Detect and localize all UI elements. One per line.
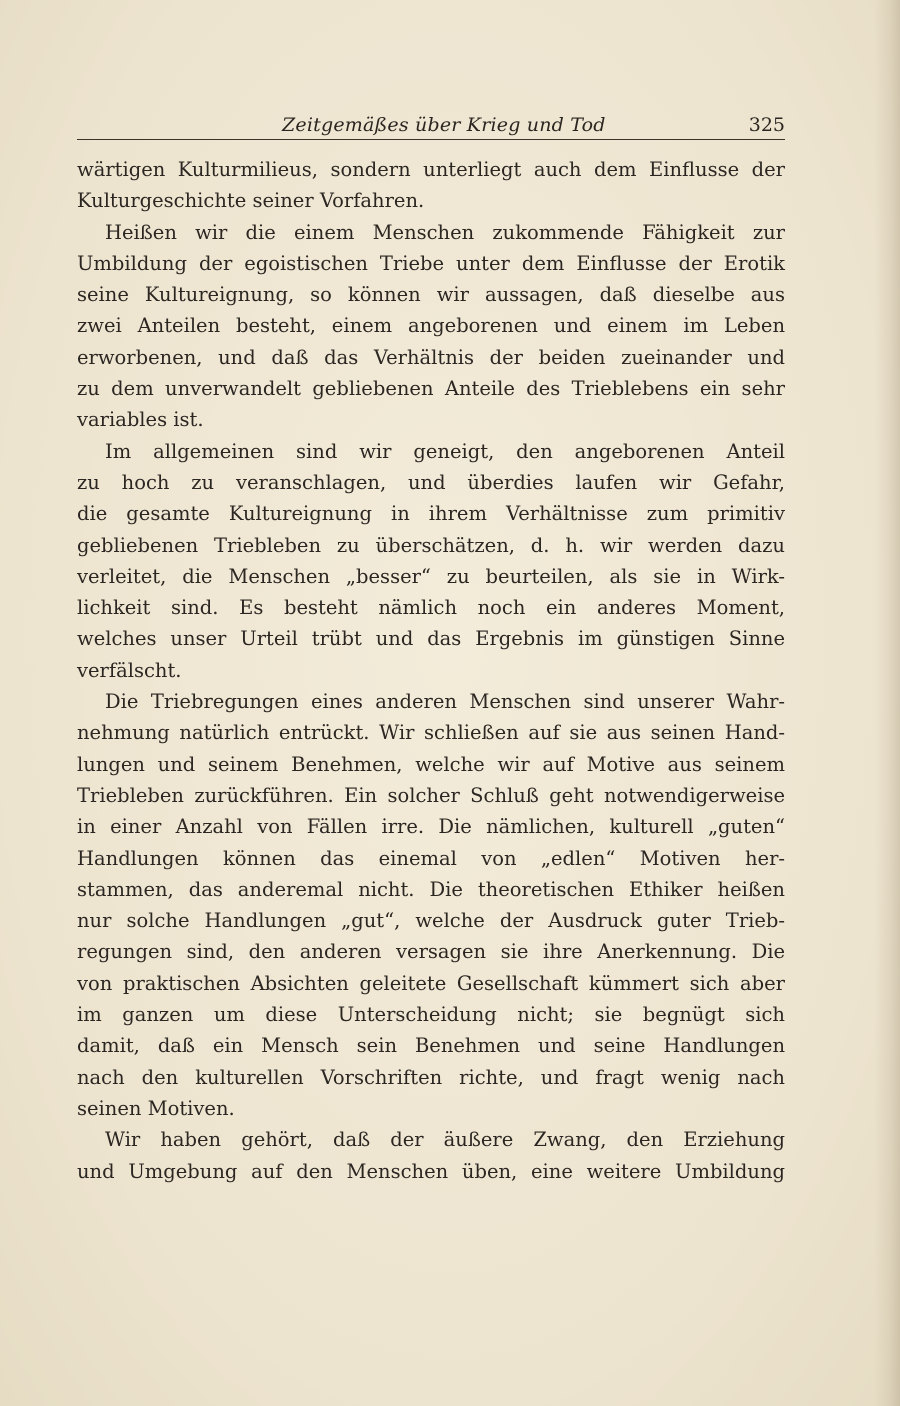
text-line: in einer Anzahl von Fällen irre. Die nämlichen, kulturell „guten“ xyxy=(77,815,785,839)
page-shadow-edge xyxy=(874,0,900,1406)
text-line: zu hoch zu veranschlagen, und überdies laufen wir Gefahr, xyxy=(77,470,785,494)
text-line: und Umgebung auf den Menschen üben, eine weitere Umbildung xyxy=(77,1159,785,1183)
text-line: Triebleben zurückführen. Ein solcher Schluß geht notwendigerweise xyxy=(77,783,785,807)
page-header xyxy=(77,114,785,138)
text-line: lichkeit sind. Es besteht nämlich noch ein anderes Moment, xyxy=(77,596,785,620)
text-line: verfälscht. xyxy=(77,658,182,682)
running-title: Zeitgemäßes über Krieg und Tod xyxy=(282,114,606,136)
text-line: welches unser Urteil trübt und das Ergebnis im günstigen Sinne xyxy=(77,627,785,651)
header-rule xyxy=(77,139,785,140)
body-text xyxy=(77,154,785,1187)
paragraph xyxy=(77,1124,785,1187)
text-line: nur solche Handlungen „gut“, welche der Ausdruck guter Trieb- xyxy=(77,909,785,933)
text-line: stammen, das anderemal nicht. Die theoretischen Ethiker heißen xyxy=(77,877,785,901)
text-line: verleitet, die Menschen „besser“ zu beurteilen, als sie in Wirk- xyxy=(77,564,785,588)
text-line: Wir haben gehört, daß der äußere Zwang, den Erziehung xyxy=(105,1128,785,1152)
text-line: variables ist. xyxy=(77,408,204,432)
paragraph xyxy=(77,686,785,1124)
text-line: regungen sind, den anderen versagen sie ihre Anerkennung. Die xyxy=(77,940,785,964)
text-line: die gesamte Kultureignung in ihrem Verhältnisse zum primitiv xyxy=(77,502,785,526)
paragraph xyxy=(77,217,785,436)
text-line: von praktischen Absichten geleitete Gesellschaft kümmert sich aber xyxy=(77,971,785,995)
text-line: nehmung natürlich entrückt. Wir schließen auf sie aus seinen Hand- xyxy=(77,721,785,745)
text-line: lungen und seinem Benehmen, welche wir auf Motive aus seinem xyxy=(77,752,785,776)
text-line: zwei Anteilen besteht, einem angeborenen und einem im Leben xyxy=(77,314,785,338)
text-line: nach den kulturellen Vorschriften richte, und fragt wenig nach xyxy=(77,1065,785,1089)
text-line: gebliebenen Triebleben zu überschätzen, d. h. wir werden dazu xyxy=(77,533,785,557)
text-line: damit, daß ein Mensch sein Benehmen und seine Handlungen xyxy=(77,1034,785,1058)
text-line: Im allgemeinen sind wir geneigt, den angeborenen Anteil xyxy=(105,439,785,463)
page-number: 325 xyxy=(748,114,785,136)
text-line: zu dem unverwandelt gebliebenen Anteile des Trieblebens ein sehr xyxy=(77,377,785,401)
text-line: Die Triebregungen eines anderen Menschen sind unserer Wahr- xyxy=(105,690,785,714)
text-line: wärtigen Kulturmilieus, sondern unterliegt auch dem Einflusse der xyxy=(77,158,785,181)
text-line: Umbildung der egoistischen Triebe unter dem Einflusse der Erotik xyxy=(77,251,785,275)
text-line: erworbenen, und daß das Verhältnis der beiden zueinander und xyxy=(77,345,785,369)
text-line: Heißen wir die einem Menschen zukommende Fähigkeit zur xyxy=(105,220,785,244)
paragraph xyxy=(77,436,785,686)
text-line: im ganzen um diese Unterscheidung nicht; sie begnügt sich xyxy=(77,1003,785,1027)
text-line: seine Kultureignung, so können wir aussagen, daß dieselbe aus xyxy=(77,283,785,307)
text-line: Handlungen können das einemal von „edlen“ Motiven her- xyxy=(77,846,785,870)
text-line: seinen Motiven. xyxy=(77,1096,235,1120)
text-line: Kulturgeschichte seiner Vorfahren. xyxy=(77,189,425,213)
paragraph xyxy=(77,154,785,217)
